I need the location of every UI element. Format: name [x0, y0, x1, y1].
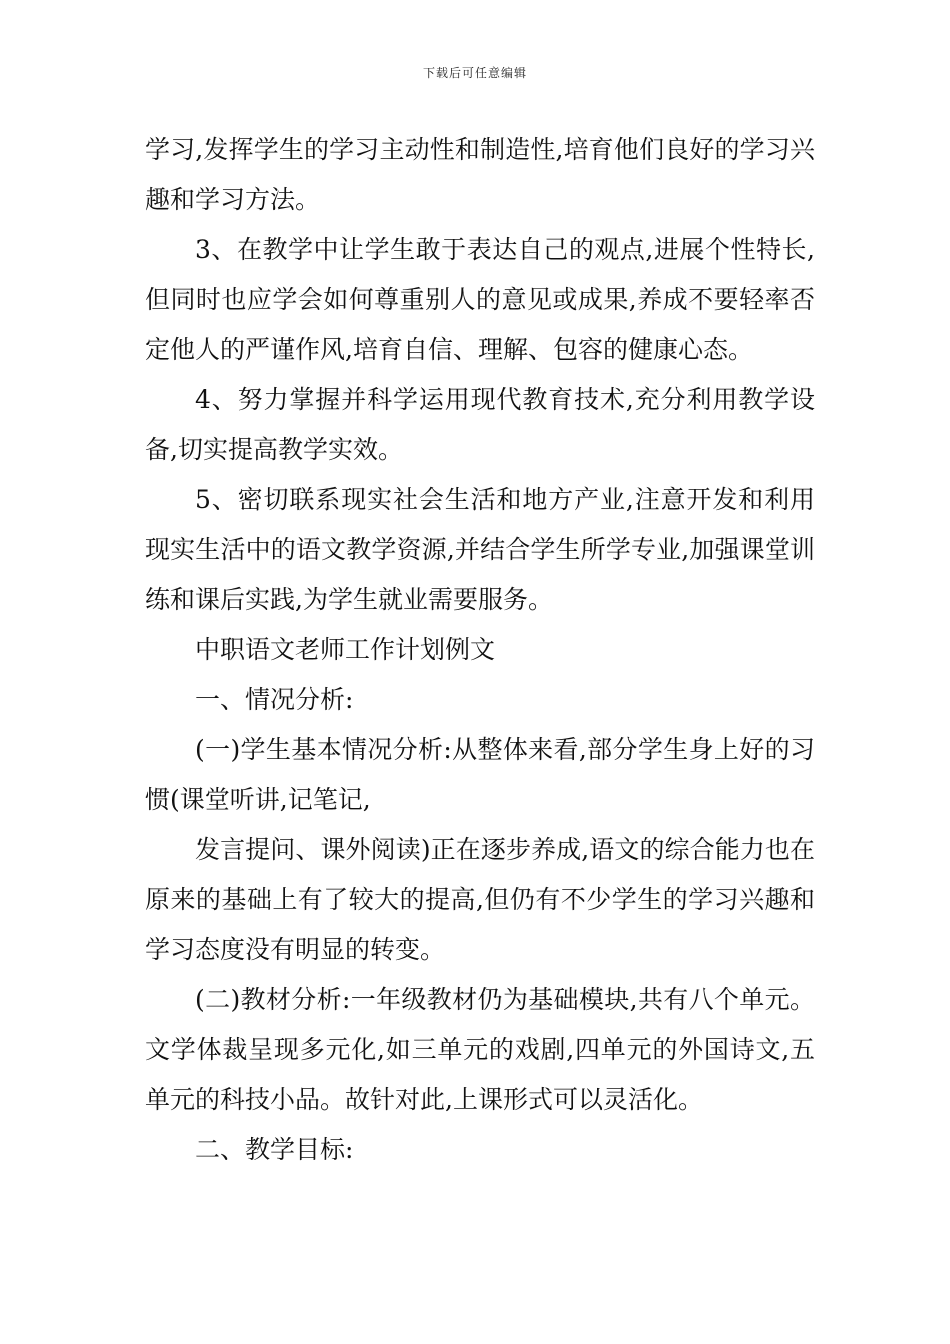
- paragraph-student-analysis-cont: 发言提问、课外阅读)正在逐步养成,语文的综合能力也在原来的基础上有了较大的提高,但仍有不少学生的学习兴趣和学习态度没有明显的转变。: [145, 835, 815, 964]
- heading-teaching-goals: 二、教学目标:: [195, 1135, 354, 1164]
- paragraph-student-analysis: (一)学生基本情况分析:从整体来看,部分学生身上好的习惯(课堂听讲,记笔记,: [145, 735, 815, 814]
- paragraph-item-5: 5、密切联系现实社会生活和地方产业,注意开发和利用现实生活中的语文教学资源,并结合学生所学专业,加强课堂训练和课后实践,为学生就业需要服务。: [145, 485, 815, 614]
- paragraph-continuation: 学习,发挥学生的学习主动性和制造性,培育他们良好的学习兴趣和学习方法。: [145, 135, 815, 214]
- document-body: [145, 125, 815, 1175]
- heading-situation-analysis: 一、情况分析:: [195, 685, 354, 714]
- paragraph-textbook-analysis: (二)教材分析:一年级教材仍为基础模块,共有八个单元。文学体裁呈现多元化,如三单元的戏剧,四单元的外国诗文,五单元的科技小品。故针对此,上课形式可以灵活化。: [145, 985, 815, 1114]
- paragraph-item-4: 4、努力掌握并科学运用现代教育技术,充分利用教学设备,切实提高教学实效。: [145, 385, 815, 464]
- section-title: 中职语文老师工作计划例文: [195, 635, 496, 664]
- paragraph-item-3: 3、在教学中让学生敢于表达自己的观点,进展个性特长,但同时也应学会如何尊重别人的意见或成果,养成不要轻率否定他人的严谨作风,培育自信、理解、包容的健康心态。: [145, 235, 815, 364]
- page-header: 下载后可任意编辑: [422, 66, 527, 80]
